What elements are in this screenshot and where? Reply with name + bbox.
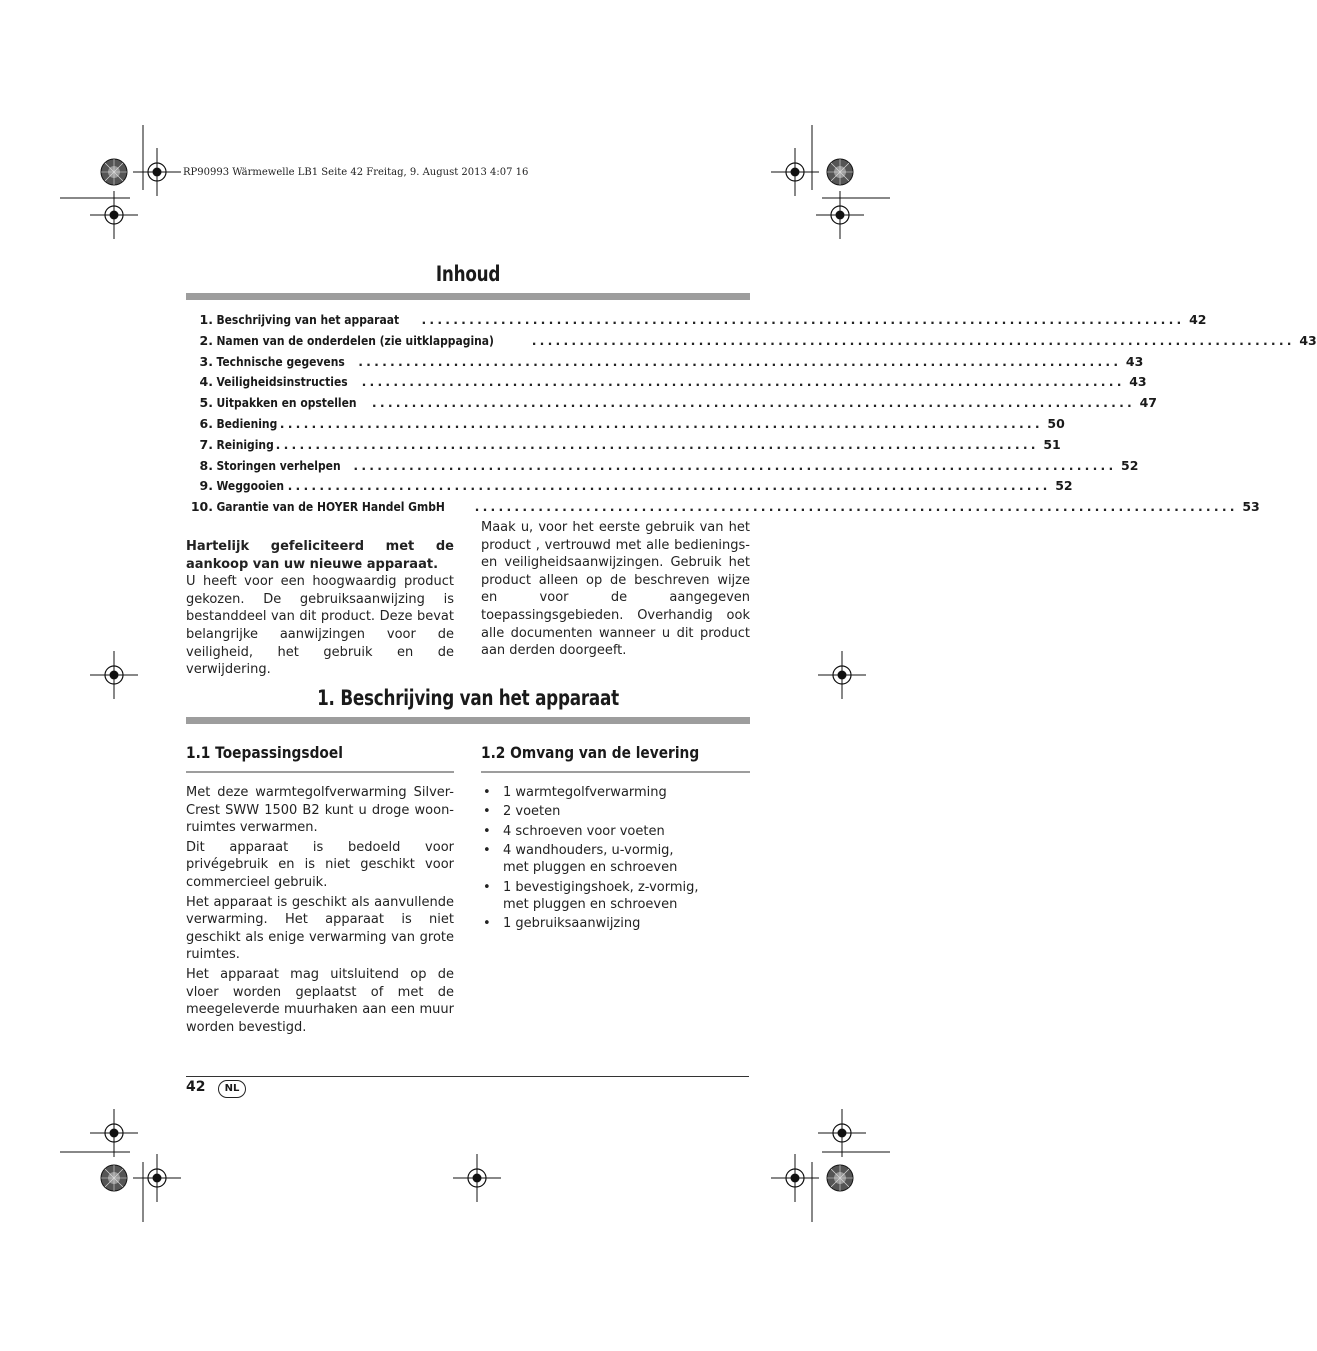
toc-entry-label: Reiniging	[216, 436, 274, 452]
toc-leader-dots: ................................................................................................	[358, 353, 1122, 369]
intro-heading: Hartelijk gefeliciteerd met de aankoop van uw nieuwe apparaat.	[186, 539, 454, 572]
toc-entry[interactable]	[186, 436, 1061, 458]
toc-entry[interactable]	[186, 312, 1207, 333]
toc-entry-label: Uitpakken en opstellen	[216, 395, 357, 411]
toc-entry[interactable]	[186, 415, 1065, 437]
toc-entry-page: 42	[1189, 312, 1207, 327]
toc-entry-page: 43	[1129, 374, 1147, 390]
toc-entry-label: Beschrijving van het apparaat	[216, 312, 400, 327]
intro-left-text: U heeft voor een hoogwaardig product gekozen. De gebruiksaanwijzing is bestanddeel van dit product. Deze bevat belangrijke aanwijzingen voor de veiligheid, het gebruik en de verwijdering.	[186, 574, 454, 678]
bullet: •	[483, 879, 491, 895]
bullet: •	[483, 823, 491, 839]
toc-entry-number: 8.	[199, 457, 213, 473]
toc-leader-dots: ................................................................................................	[474, 499, 1238, 515]
section-title-bar	[186, 717, 750, 724]
list-item-text: 1 bevestigingshoek, z-vormig,	[503, 879, 699, 895]
toc-entry-number: 10.	[190, 499, 213, 515]
toc-entry-number: 3.	[199, 353, 213, 369]
bullet: •	[483, 843, 491, 859]
subsection-heading-delivery: 1.2 Omvang van de levering	[481, 743, 700, 762]
list-item	[481, 842, 750, 876]
list-item-text: 1 warmtegolfverwarming	[503, 785, 667, 800]
subsection-heading-purpose: 1.1 Toepassingsdoel	[186, 743, 343, 762]
toc-entry-number: 5.	[199, 395, 213, 411]
toc-entry-page: 53	[1242, 499, 1260, 515]
purpose-paragraph: Het apparaat is geschikt als aanvullende verwarming. Het apparaat is niet geschikt als enige verwarming van grote ruimtes.	[186, 894, 454, 963]
toc-entry[interactable]	[186, 332, 1317, 354]
toc-entry-page: 52	[1055, 478, 1073, 494]
delivery-list	[481, 784, 750, 934]
language-badge: NL	[218, 1080, 246, 1098]
list-item-text: 4 wandhouders, u-vormig,	[503, 843, 674, 859]
list-item-text: 1 gebruiksaanwijzing	[503, 915, 641, 931]
toc-leader-dots: ................................................................................................	[275, 436, 1039, 452]
print-slug-line: RP90993 Wärmewelle LB1 Seite 42 Freitag, 9. August 2013 4:07 16	[183, 167, 529, 178]
toc-title-bar	[186, 293, 750, 300]
purpose-text	[186, 784, 454, 1036]
toc-entry-page: 50	[1047, 415, 1065, 431]
toc-entry[interactable]	[186, 374, 1147, 395]
bullet: •	[483, 915, 491, 931]
toc-entry-page: 47	[1139, 395, 1157, 411]
toc-entry-page: 43	[1125, 353, 1144, 369]
toc-entry[interactable]	[186, 499, 1260, 520]
toc-entry[interactable]	[186, 353, 1144, 375]
toc-entry-label: Garantie van de HOYER Handel GmbH	[216, 499, 445, 515]
toc-entry-number: 4.	[199, 374, 213, 390]
toc-entry-label: Technische gegevens	[216, 353, 345, 369]
page-number: 42	[186, 1079, 206, 1095]
purpose-paragraph: Het apparaat mag uitsluitend op de vloer worden geplaatst of met de meegeleverde muurhaken aan een muur worden bevestigd.	[186, 966, 454, 1035]
toc-entry-page: 43	[1299, 332, 1317, 348]
toc-leader-dots: ................................................................................................	[361, 374, 1125, 390]
toc-entry-label: Bediening	[216, 415, 278, 431]
list-item-text: 4 schroeven voor voeten	[503, 823, 665, 839]
toc-leader-dots: ................................................................................................	[371, 395, 1135, 411]
toc-entry-number: 1.	[199, 312, 213, 327]
intro-left-column	[186, 538, 454, 679]
toc-entry-label: Storingen verhelpen	[216, 457, 341, 473]
list-item	[481, 803, 750, 820]
toc-entry-label: Namen van de onderdelen (zie uitklappagina)	[216, 332, 494, 348]
toc-entry-label: Weggooien	[216, 478, 285, 494]
toc-entry-number: 7.	[199, 436, 213, 452]
section-title: 1. Beschrijving van het apparaat	[317, 686, 619, 710]
list-item	[481, 915, 750, 932]
purpose-paragraph: Dit apparaat is bedoeld voor privégebruik en is niet geschikt voor commercieel gebruik.	[186, 839, 454, 890]
intro-right-text: Maak u, voor het eerste gebruik van het product , vertrouwd met alle bedienings- en veiligheidsaanwijzingen. Gebruik het product alleen op de beschreven wijze en voor de aangegeven toepassingsgebieden. Overhandig ook alle documenten wanneer u dit product aan derden doorgeeft.	[481, 520, 750, 659]
toc-entry-page: 51	[1043, 436, 1061, 452]
list-item-text: met pluggen en schroeven	[503, 896, 678, 912]
list-item	[481, 823, 750, 840]
toc-leader-dots: ................................................................................................	[421, 312, 1185, 327]
bullet: •	[483, 804, 491, 820]
subsection-rule	[481, 771, 750, 773]
bullet: •	[483, 785, 491, 800]
intro-right-column	[481, 519, 750, 660]
toc-entry-page: 52	[1121, 457, 1139, 473]
toc-entry[interactable]	[186, 478, 1073, 499]
list-item-text: 2 voeten	[503, 804, 561, 820]
purpose-paragraph: Met deze warmtegolfverwarming Silver-Crest SWW 1500 B2 kunt u droge woon-ruimtes verwarmen.	[186, 785, 454, 836]
list-item	[481, 879, 750, 913]
toc-leader-dots: ................................................................................................	[279, 415, 1043, 431]
toc-leader-dots: ................................................................................................	[353, 457, 1117, 473]
toc-entry-number: 6.	[199, 415, 213, 431]
table-of-contents	[186, 312, 1317, 520]
subsection-rule	[186, 771, 454, 773]
list-item-text: met pluggen en schroeven	[503, 860, 678, 876]
toc-leader-dots: ................................................................................................	[287, 478, 1051, 494]
toc-entry[interactable]	[186, 395, 1157, 416]
footer-rule	[186, 1076, 749, 1077]
toc-leader-dots: ................................................................................................	[531, 332, 1295, 348]
toc-entry-number: 9.	[199, 478, 213, 494]
toc-entry-number: 2.	[199, 332, 213, 348]
toc-entry-label: Veiligheidsinstructies	[216, 374, 348, 390]
toc-entry[interactable]	[186, 457, 1139, 479]
toc-title: Inhoud	[435, 262, 501, 286]
list-item	[481, 784, 750, 801]
